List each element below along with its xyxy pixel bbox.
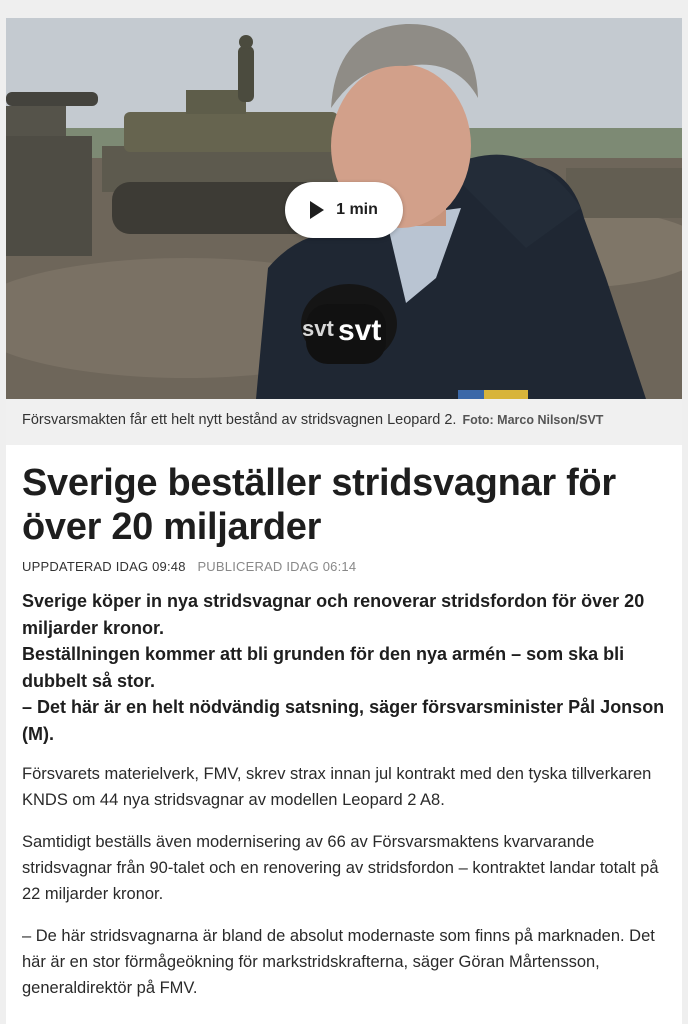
- article-title: Sverige beställer stridsvagnar för över 20 miljarder: [22, 462, 616, 548]
- article-lead: [22, 588, 666, 747]
- video-duration: 1 min: [336, 201, 378, 218]
- image-caption: [6, 399, 682, 445]
- article-body: [22, 761, 666, 1001]
- mic-logo-side: svt: [302, 316, 334, 341]
- article-card: [6, 18, 682, 1024]
- video-player[interactable]: [6, 18, 682, 399]
- article-content: [6, 461, 682, 1001]
- lead-paragraph: – Det här är en helt nödvändig satsning, säger försvarsminister Pål Jonson (M).: [22, 697, 665, 744]
- lead-paragraph: Beställningen kommer att bli grunden för den nya armén – som ska bli dubbelt så stor.: [22, 644, 625, 691]
- article-meta: [22, 559, 666, 574]
- published-timestamp: PUBLICERAD IDAG 06:14: [197, 559, 357, 574]
- photo-credit: Foto: Marco Nilson/SVT: [462, 413, 604, 427]
- body-paragraph: Samtidigt beställs även modernisering av 66 av Försvarsmaktens kvarvarande stridsvagnar från 90-talet och en renovering av stridsfordon – kontraktet landar totalt på 22 miljarder kronor.: [22, 833, 659, 903]
- lead-paragraph: Sverige köper in nya stridsvagnar och renoverar stridsfordon för över 20 miljarder kronor.: [22, 591, 645, 638]
- updated-timestamp: UPPDATERAD IDAG 09:48: [22, 559, 186, 574]
- body-paragraph: – De här stridsvagnarna är bland de absolut modernaste som finns på marknaden. Det här är en stor förmågeökning för markstridskrafterna, säger Göran Mårtensson, generaldirektör på FMV.: [22, 927, 655, 997]
- mic-logo: svt: [338, 314, 382, 347]
- play-icon: [310, 201, 324, 219]
- body-paragraph: Försvarets materielverk, FMV, skrev strax innan jul kontrakt med den tyska tillverkaren KNDS om 44 nya stridsvagnar av modellen Leopard 2 A8.: [22, 765, 652, 809]
- play-button[interactable]: [285, 182, 403, 238]
- caption-text: Försvarsmakten får ett helt nytt bestånd av stridsvagnen Leopard 2.: [22, 412, 457, 428]
